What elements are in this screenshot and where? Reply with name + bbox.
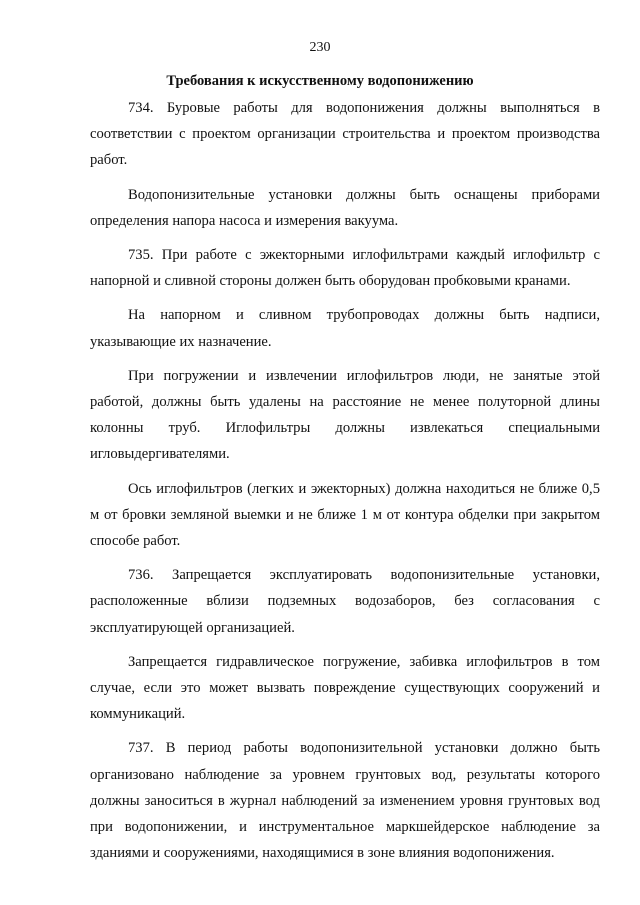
- paragraph-dewatering-units: Водопонизительные установки должны быть оснащены приборами определения напора насоса и измерения вакуума.: [90, 186, 600, 229]
- paragraph-wellpoint-axis: Ось иглофильтров (легких и эжекторных) должна находиться не ближе 0,5 м от бровки земляной выемки и не ближе 1 м от контура обделки при закрытом способе работ.: [90, 480, 600, 550]
- page-number: 230: [309, 40, 331, 55]
- paragraph-736: 736. Запрещается эксплуатировать водопонизительные установки, расположенные вблизи подземных водозаборов, без согласования с эксплуатирующей организацией.: [90, 567, 600, 636]
- section-heading: Требования к искусственному водопонижению: [166, 73, 474, 89]
- paragraph-735: 735. При работе с эжекторными иглофильтрами каждый иглофильтр с напорной и сливной стороны должен быть оборудован пробковыми кранами.: [90, 247, 600, 290]
- body-text: [90, 95, 600, 866]
- paragraph-wellpoint-extraction: При погружении и извлечении иглофильтров люди, не занятые этой работой, должны быть удалены на расстояние не менее полуторной длины колонны труб. Иглофильтры должны извлекаться специальными игловыдергивателями.: [90, 367, 600, 463]
- paragraph-737: 737. В период работы водопонизительной установки должно быть организовано наблюдение за уровнем грунтовых вод, результаты которого должны заноситься в журнал наблюдений за изменением уровня грунтовых вод при водопонижении, и инструментальное маркшейдерское наблюдение за зданиями и сооружениями, находящимися в зоне влияния водопонижения.: [90, 740, 600, 862]
- paragraph-pipeline-labels: На напорном и сливном трубопроводах должны быть надписи, указывающие их назначение.: [90, 307, 600, 350]
- paragraph-hydraulic-driving: Запрещается гидравлическое погружение, забивка иглофильтров в том случае, если это может вызвать повреждение существующих сооружений и коммуникаций.: [90, 653, 600, 723]
- paragraph-734: 734. Буровые работы для водопонижения должны выполняться в соответствии с проектом организации строительства и проектом производства работ.: [90, 100, 600, 169]
